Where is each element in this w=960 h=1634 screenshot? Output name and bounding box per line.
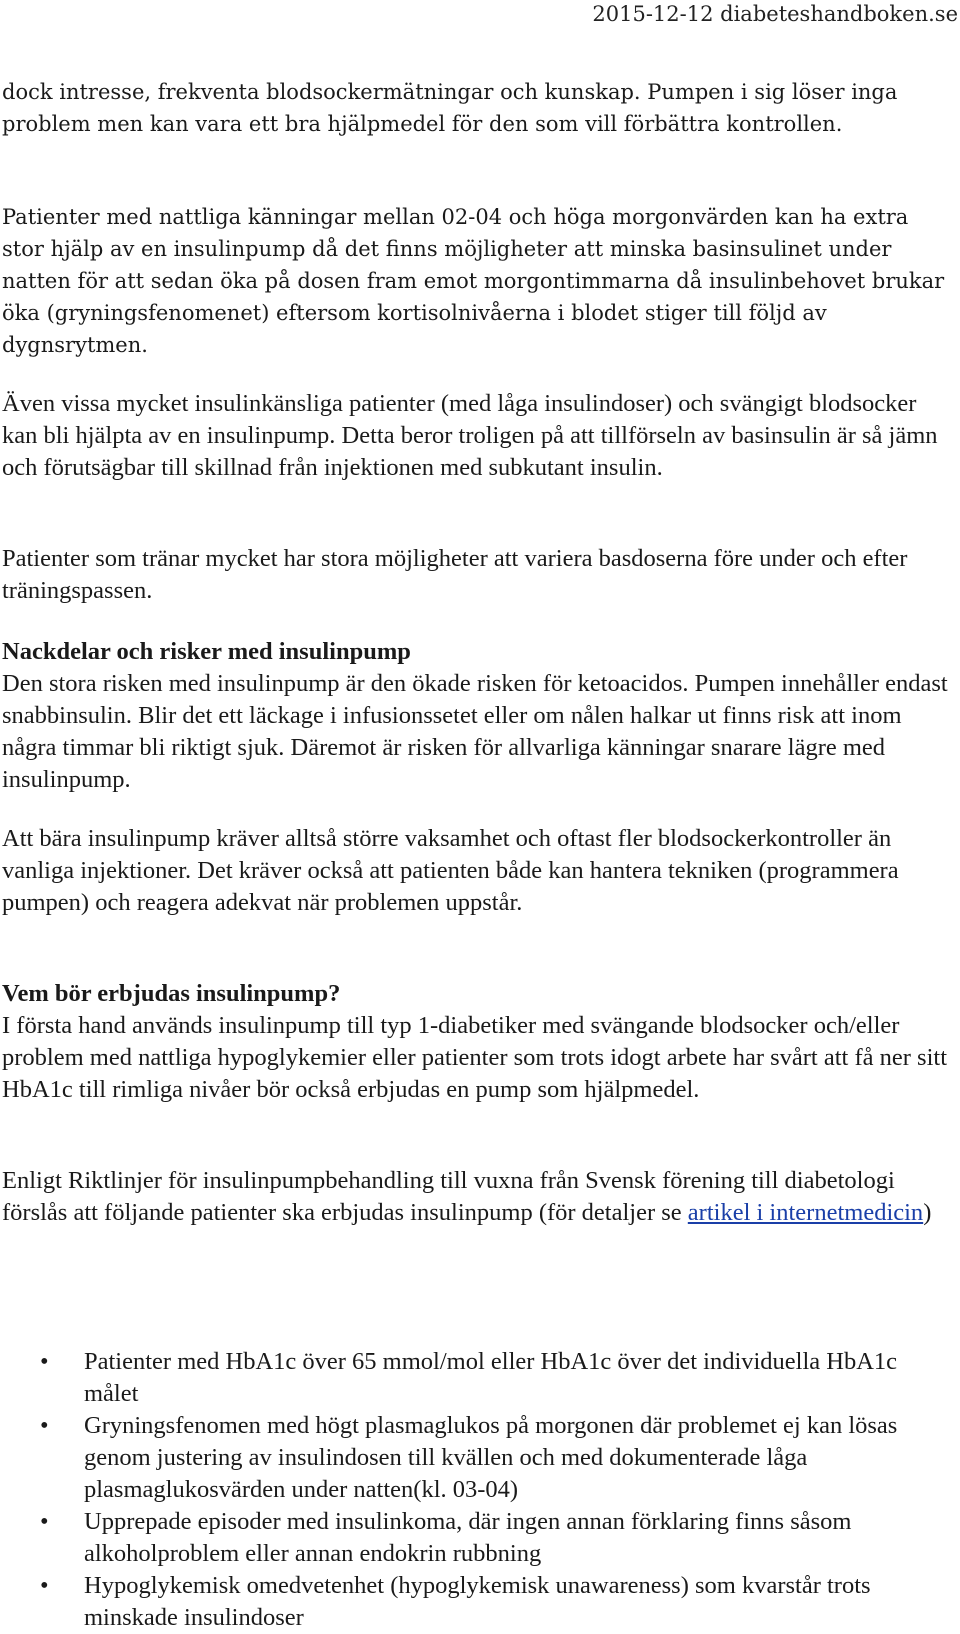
page-header	[592, 0, 958, 28]
section-disadvantages	[2, 636, 952, 796]
paragraph-nocturnal-patients: Patienter med nattliga känningar mellan 02-04 och höga morgonvärden kan ha extra stor hjälp av en insulinpump då det finns möjligheter att minska basinsulinet under natten för att sedan öka på dosen fram emot morgontimmarna då insulinbehovet brukar öka (gryningsfenomenet) eftersom kortisolnivåerna i blodet stiger till följd av dygnsrytmen.	[2, 205, 945, 357]
bullet-icon: •	[40, 1348, 49, 1375]
bullet-icon: •	[40, 1508, 49, 1535]
paragraph-training-patients: Patienter som tränar mycket har stora möjligheter att variera basdoserna före under och efter träningspassen.	[2, 545, 908, 604]
criteria-list	[0, 1346, 950, 1634]
guidelines-text: Enligt Riktlinjer för insulinpumpbehandling till vuxna från Svensk förening till diabetologi förslås att följande patienter ska erbjudas insulinpump (för detaljer se	[2, 1167, 895, 1226]
list-item	[0, 1506, 950, 1570]
section-heading-disadvantages: Nackdelar och risker med insulinpump	[2, 638, 411, 665]
paragraph-first-hand-use: I första hand används insulinpump till typ 1-diabetiker med svängande blodsocker och/eller problem med nattliga hypoglykemier eller patienter som trots idogt arbete har svårt att få ner sitt HbA1c till rimliga nivåer bör också erbjudas en pump som hjälpmedel.	[2, 1012, 947, 1103]
section-who-should	[2, 978, 952, 1106]
list-item-text: Hypoglykemisk omedvetenhet (hypoglykemisk unawareness) som kvarstår trots minskade insulindoser	[84, 1572, 871, 1631]
paragraph-insulin-sensitive: Även vissa mycket insulinkänsliga patienter (med låga insulindoser) och svängigt blodsocker kan bli hjälpta av en insulinpump. Detta beror troligen på att tillförseln av basinsulin är så jämn och förutsägbar till skillnad från injektionen med subkutant insulin.	[2, 390, 938, 481]
list-item-text: Patienter med HbA1c över 65 mmol/mol eller HbA1c över det individuella HbA1c målet	[84, 1348, 898, 1407]
list-item	[0, 1570, 950, 1634]
header-date: 2015-12-12	[592, 2, 714, 26]
header-site: diabeteshandboken.se	[720, 2, 958, 26]
paragraph-intro-continued: dock intresse, frekventa blodsockermätningar och kunskap. Pumpen i sig löser inga problem men kan vara ett bra hjälpmedel för den som vill förbättra kontrollen.	[2, 80, 898, 136]
bullet-icon: •	[40, 1412, 49, 1439]
internetmedicin-article-link[interactable]: artikel i internetmedicin	[687, 1199, 924, 1226]
paragraph-vigilance: Att bära insulinpump kräver alltså större vaksamhet och oftast fler blodsockerkontroller än vanliga injektioner. Det kräver också att patienten både kan hantera tekniken (programmera pumpen) och reagera adekvat när problemen uppstår.	[2, 825, 899, 916]
list-item	[0, 1410, 950, 1506]
list-item	[0, 1346, 950, 1410]
paragraph-guidelines	[2, 1165, 952, 1229]
list-item-text: Upprepade episoder med insulinkoma, där ingen annan förklaring finns såsom alkoholproblem eller annan endokrin rubbning	[84, 1508, 852, 1567]
section-heading-who-should: Vem bör erbjudas insulinpump?	[2, 980, 341, 1007]
list-item-text: Gryningsfenomen med högt plasmaglukos på morgonen där problemet ej kan lösas genom justering av insulindosen till kvällen och med dokumenterade låga plasmaglukosvärden under natten(kl. 03-04)	[84, 1412, 898, 1503]
bullet-icon: •	[40, 1572, 49, 1599]
guidelines-text-end: )	[923, 1199, 932, 1226]
paragraph-ketoacidosis-risk: Den stora risken med insulinpump är den ökade risken för ketoacidos. Pumpen innehåller endast snabbinsulin. Blir det ett läckage i infusionssetet eller om nålen halkar ut finns risk att inom några timmar bli riktigt sjuk. Däremot är risken för allvarliga känningar snarare lägre med insulinpump.	[2, 670, 948, 793]
